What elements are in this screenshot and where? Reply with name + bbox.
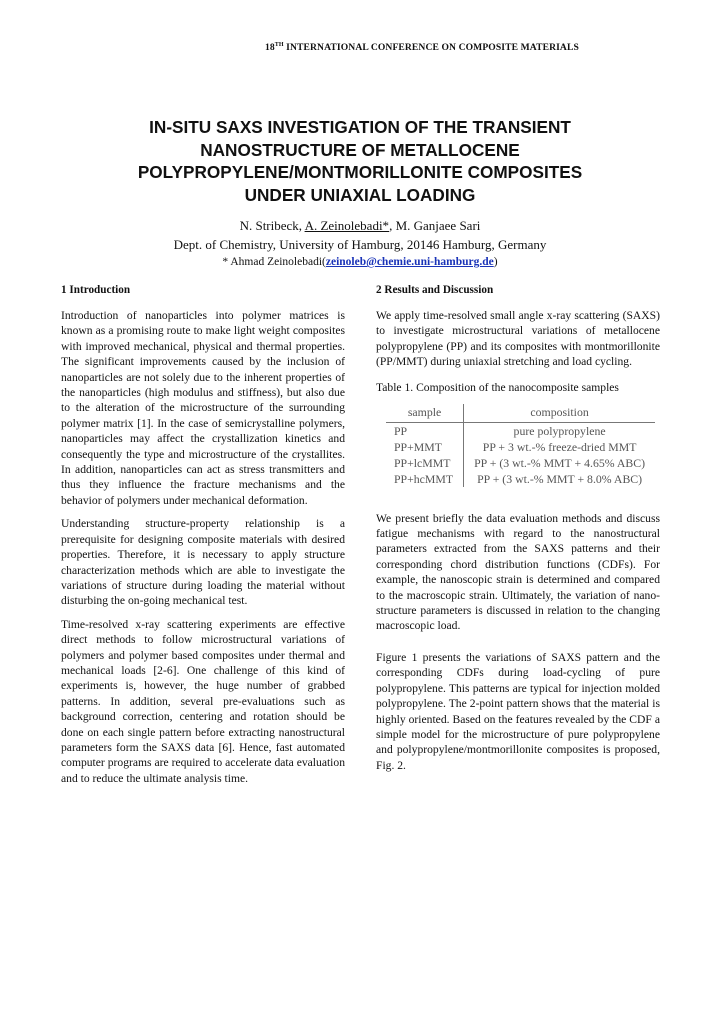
paragraph: Understanding structure-property relationship is a prerequisite for designing composite materials with desired properties. Therefore, it is necessary to apply structure characterization methods which are able to investigate the variations of structure during loading the material without disturbing the on-going mechanical test. [61, 517, 345, 608]
paper-title [100, 116, 620, 206]
email-link[interactable]: zeinoleb@chemie.uni-hamburg.de [325, 256, 494, 268]
right-column [376, 284, 660, 781]
table-row [386, 455, 655, 471]
table-cell: PP+MMT [386, 439, 464, 455]
corresponding-author: A. Zeinolebadi* [304, 218, 390, 233]
composition-table [386, 404, 655, 487]
table-row [386, 422, 655, 439]
table-header: sample [386, 404, 464, 423]
section-heading-results: 2 Results and Discussion [376, 284, 494, 296]
paragraph: We present briefly the data evaluation methods and discuss fatigue mechanisms with regard to the nanostructural parameters extracted from the SAXS patterns and their corresponding chord distribution functions (CDFs). For example, the nanoscopic strain is determined and compared to the macroscopic strain. Ultimately, the variation of nano-structure parameters is discussed in relation to the changing macroscopic load. [376, 511, 660, 633]
table-cell: PP+hcMMT [386, 471, 464, 487]
table-row [386, 439, 655, 455]
contact-email: * Ahmad Zeinolebadi(zeinoleb@chemie.uni-hamburg.de) [222, 256, 498, 268]
table-header: composition [464, 404, 655, 423]
title-line: POLYPROPYLENE/MONTMORILLONITE COMPOSITES [137, 162, 583, 182]
table-header-row [386, 404, 655, 423]
title-line: NANOSTRUCTURE OF METALLOCENE [200, 139, 520, 160]
running-header: 18TH INTERNATIONAL CONFERENCE ON COMPOSITE MATERIALS [265, 42, 579, 53]
paragraph: We apply time-resolved small angle x-ray scattering (SAXS) to investigate microstructural variations of metallocene polypropylene (PP) and its composites with montmorillonite (PP/MMT) during uniaxial stretching and load cycling. [376, 309, 660, 369]
table-cell: PP + (3 wt.-% MMT + 8.0% ABC) [477, 471, 643, 486]
author-list: N. Stribeck, A. Zeinolebadi*, M. Ganjaee Sari [239, 218, 481, 233]
title-line: IN-SITU SAXS INVESTIGATION OF THE TRANSIENT [149, 117, 571, 137]
paragraph: Figure 1 presents the variations of SAXS pattern and the corresponding CDFs during load-cycling of pure polypropylene. This patterns are typical for injection molded polypropylene. The 2-point pattern shows that the material is highly oriented. Based on the features revealed by the CDF a simple model for the microstructure of pure polypropylene and polypropylene/montmorillonite composites is proposed, Fig. 2. [376, 650, 660, 772]
table-caption: Table 1. Composition of the nanocomposite samples [376, 380, 619, 394]
paragraph: Time-resolved x-ray scattering experiments are effective direct methods to follow microstructural variations of polymers and polymer based composites under thermal and mechanical loads [2-6]. One challenge of this kind of experiments is, however, the huge number of grabbed patterns. In addition, several pre-evaluations such as background correction, centering and rotation should be done on each single pattern before extracting nanostructural parameters form the SAXS data [6]. Hence, fast automated computer programs are required to accelerate data evaluation and to reduce the ultimate analysis time. [61, 617, 345, 785]
left-column [61, 284, 345, 794]
table-cell: PP+lcMMT [386, 455, 464, 471]
title-line: UNDER UNIAXIAL LOADING [244, 184, 476, 205]
table-cell: PP + (3 wt.-% MMT + 4.65% ABC) [474, 455, 646, 470]
table-row [386, 471, 655, 487]
affiliation: Dept. of Chemistry, University of Hamburg, 20146 Hamburg, Germany [173, 237, 547, 252]
table-cell: PP + 3 wt.-% freeze-dried MMT [482, 439, 637, 454]
table-cell: pure polypropylene [513, 423, 606, 438]
section-heading-introduction: 1 Introduction [61, 284, 131, 296]
paragraph: Introduction of nanoparticles into polymer matrices is known as a promising route to make light weight composites with improved mechanical, physical and thermal properties. The significant improvements caused by the inclusion of nanoparticles are not solely due to the inherent properties of the nanoparticles (high modulus and stiffness), but also due to the alteration of the microstructure of the surrounding polymer matrix [1]. In the case of semicrystalline polymers, nanoparticles may affect the crystallization kinetics and consequently the type and microstructure of the crystallites. In addition, nanoparticles can act as stress transmitters and thus they influence the fracture mechanisms and the behavior of polymers under mechanical deformation. [61, 309, 345, 507]
table-cell: PP [386, 422, 464, 439]
